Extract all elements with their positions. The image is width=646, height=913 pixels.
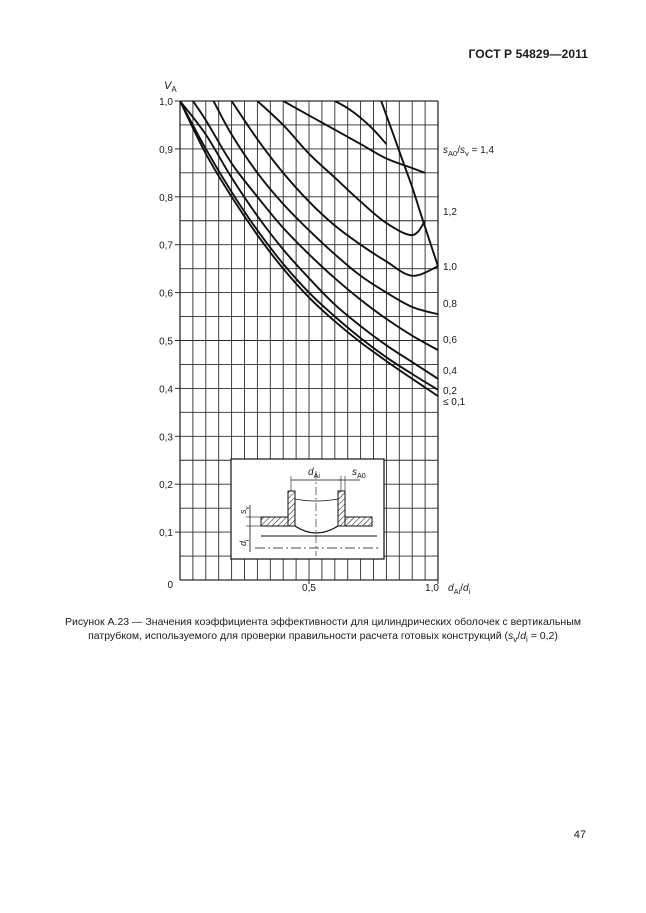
caption-s-symbol: s xyxy=(508,630,514,642)
y-axis-label-main: V xyxy=(164,80,172,92)
legend-value: = 1,4 xyxy=(468,145,495,156)
y-tick-label: 0,3 xyxy=(159,432,173,444)
caption-line-2 xyxy=(40,629,606,647)
series-line xyxy=(257,101,425,235)
legend-s2: s xyxy=(459,145,465,156)
caption-d-subscript: i xyxy=(526,635,528,645)
y-tick-label: 0,9 xyxy=(159,144,173,156)
caption-slash: / xyxy=(517,630,521,642)
legend-slash: / xyxy=(457,145,460,156)
figure-caption xyxy=(40,615,606,647)
series-label: 0,4 xyxy=(443,366,457,377)
y-tick-label: 0,1 xyxy=(159,528,173,540)
x-axis-label-d2: d xyxy=(463,583,469,594)
x-tick-label: 0,5 xyxy=(302,583,316,594)
caption-d-symbol: d xyxy=(520,630,527,642)
inset-label-sa0-main: s xyxy=(352,467,357,478)
caption-s-subscript: v xyxy=(513,635,518,645)
x-axis-label-sub2: i xyxy=(468,587,471,596)
page-number: 47 xyxy=(573,829,586,841)
series-label: 1,2 xyxy=(443,207,457,218)
nozzle-inset xyxy=(231,459,384,559)
y-tick-label: 1,0 xyxy=(159,97,173,108)
x-axis-label-slash: / xyxy=(460,583,464,594)
inset-label-di-main: d xyxy=(238,540,248,546)
series-label: 0,6 xyxy=(443,335,457,346)
inset-label-sa0-sub: A0 xyxy=(357,471,366,480)
y-tick-label: 0,8 xyxy=(159,192,173,204)
standard-number: ГОСТ Р 54829—2011 xyxy=(468,47,588,61)
caption-line-2-text: патрубком, используемого для проверки правильности расчета готовых конструкций ( xyxy=(88,630,509,642)
series-label: 0,8 xyxy=(443,299,457,310)
shell-wall-right xyxy=(345,517,372,526)
series-line xyxy=(381,101,438,266)
caption-ratio-value: = 0,2) xyxy=(527,630,558,642)
y-tick-label: 0,2 xyxy=(159,480,173,492)
series-label: 0,2 xyxy=(443,386,457,397)
series-line xyxy=(214,101,439,314)
series-label: ≤ 0,1 xyxy=(443,397,466,408)
inset-label-di-sub: i xyxy=(244,539,251,541)
legend-sub1: A0 xyxy=(448,149,458,158)
legend-sub2: v xyxy=(464,149,469,158)
legend-title xyxy=(443,145,494,158)
inset-label-dai-main: d xyxy=(308,467,314,478)
y-axis-label-sub: A xyxy=(171,85,177,94)
origin-label: 0 xyxy=(167,580,173,591)
x-axis-label-sub1: Ai xyxy=(453,587,461,596)
nozzle-wall-left xyxy=(288,491,295,526)
series-label: 1,0 xyxy=(443,262,457,273)
y-axis-label xyxy=(164,80,177,94)
y-tick-label: 0,5 xyxy=(159,336,173,348)
y-tick-label: 0,4 xyxy=(159,384,173,396)
inset-label-sv-main: s xyxy=(238,509,248,514)
inset-label-dai-sub: Ai xyxy=(313,471,320,480)
legend-s1: s xyxy=(443,145,448,156)
x-tick-label: 1,0 xyxy=(425,583,439,594)
x-axis-label-d1: d xyxy=(448,583,454,594)
nozzle-wall-right xyxy=(338,491,345,526)
shell-wall-left xyxy=(261,517,288,526)
y-tick-label: 0,6 xyxy=(159,288,173,300)
caption-line-1: Рисунок А.23 — Значения коэффициента эффективности для цилиндрических оболочек с вертикальным xyxy=(65,616,581,628)
inset-label-sv-sub: v xyxy=(244,506,251,510)
y-tick-label: 0,7 xyxy=(159,240,173,252)
series-line xyxy=(193,101,438,350)
x-axis-label xyxy=(448,583,471,596)
